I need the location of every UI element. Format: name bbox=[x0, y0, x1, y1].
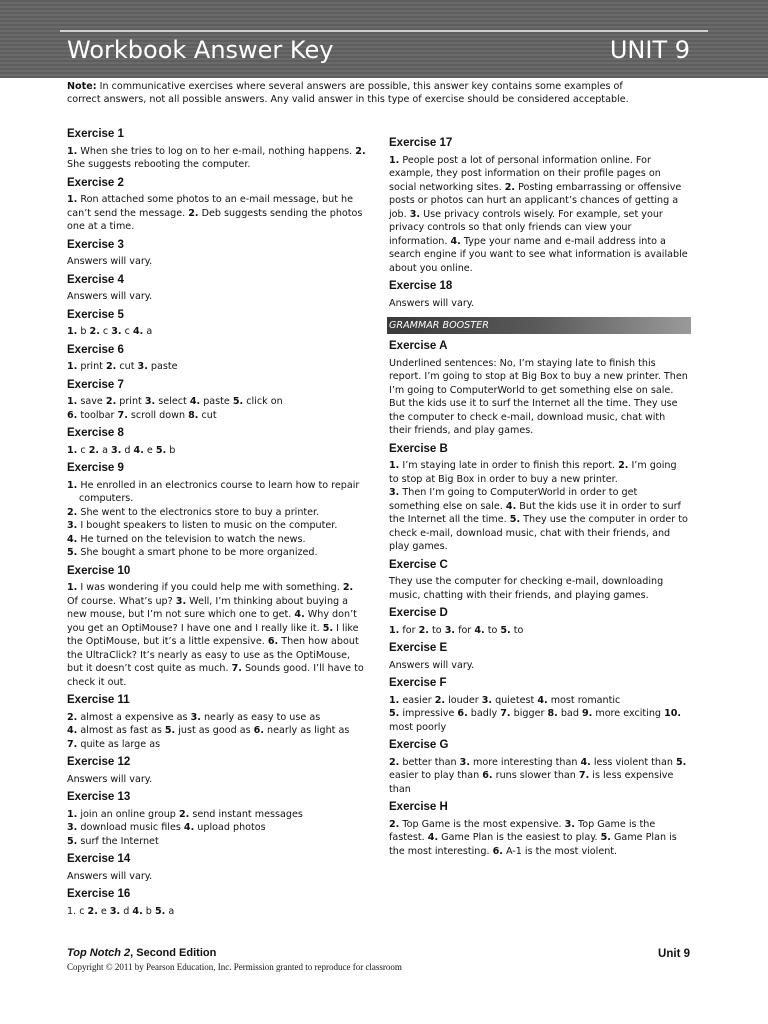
exercise-answers: Underlined sentences: No, I’m staying late to finish this report. I’m going to stop at Big Box to buy a new printer. Then I’m going to ComputerWorld to get something else on sale. But the kids use it to surf the Internet all the time. They use the computer to check e-mail, download music, chat with their friends, and play games. bbox=[389, 357, 688, 436]
exercise-answers: 2. better than 3. more interesting than 4. less violent than 5. easier to play than 6. runs slower than 7. is less expensive than bbox=[389, 756, 687, 795]
exercise-block bbox=[67, 177, 367, 234]
answer-item: 2. She went to the electronics store to buy a printer. bbox=[67, 506, 320, 518]
footer-book-title: Top Notch 2 bbox=[67, 947, 131, 959]
exercise-block bbox=[67, 427, 367, 457]
exercise-answers: 1. People post a lot of personal information online. For example, they post information on their profile pages on social networking sites. 2. Posting embarrassing or offensive posts or photos can hurt an applicant’s chances of getting a job. 3. Use privacy controls wisely. For example, set your privacy controls so that only friends can view your information. 4. Type your name and e-mail address into a search engine if you want to see what information is available about you online. bbox=[389, 154, 688, 274]
unit-label: UNIT 9 bbox=[609, 36, 690, 64]
exercise-title: Exercise 4 bbox=[67, 273, 124, 286]
exercise-block bbox=[389, 559, 689, 603]
exercise-title: Exercise 7 bbox=[67, 378, 124, 391]
exercise-block bbox=[389, 340, 689, 438]
answer-item: 1. He enrolled in an electronics course to learn how to repair computers. bbox=[67, 479, 360, 504]
exercise-answers: Answers will vary. bbox=[389, 297, 475, 309]
answer-item: 4. He turned on the television to watch the news. bbox=[67, 533, 306, 545]
exercise-answers: They use the computer for checking e-mail, downloading music, chatting with their friends, and playing games. bbox=[389, 576, 664, 601]
exercise-title: Exercise H bbox=[389, 801, 448, 813]
exercise-title: Exercise 14 bbox=[67, 853, 131, 865]
exercise-title: Exercise G bbox=[389, 739, 449, 751]
exercise-block bbox=[389, 280, 689, 310]
exercise-title: Exercise 3 bbox=[67, 238, 124, 251]
exercise-title: Exercise A bbox=[389, 340, 448, 352]
exercise-title: Exercise F bbox=[389, 677, 447, 689]
exercise-title: Exercise 5 bbox=[67, 308, 124, 321]
exercise-title: Exercise 2 bbox=[67, 176, 124, 189]
exercise-answers: 1. b 2. c 3. c 4. a bbox=[67, 326, 153, 337]
exercise-answers: 1. When she tries to log on to her e-mail, nothing happens. 2. She suggests rebooting the computer. bbox=[67, 145, 366, 170]
exercise-block bbox=[389, 642, 689, 672]
exercise-title: Exercise 1 bbox=[67, 128, 124, 140]
page-title: Workbook Answer Key bbox=[67, 36, 334, 64]
exercise-block bbox=[389, 443, 689, 554]
exercise-answers: 2. almost a expensive as 3. nearly as easy to use as 4. almost as fast as 5. just as good as 6. nearly as light as 7. quite as large as bbox=[67, 711, 350, 750]
exercise-block bbox=[67, 462, 367, 560]
exercise-answers: 1. print 2. cut 3. paste bbox=[67, 361, 178, 372]
exercise-title: Exercise 18 bbox=[389, 280, 453, 292]
exercise-title: Exercise D bbox=[389, 607, 448, 619]
exercise-answers: 1. join an online group 2. send instant messages 3. download music files 4. upload photos 5. surf the Internet bbox=[67, 808, 303, 847]
exercise-title: Exercise 13 bbox=[67, 791, 131, 803]
exercise-block bbox=[67, 791, 367, 848]
exercise-answers: 1. c 2. e 3. d 4. b 5. a bbox=[67, 905, 175, 917]
exercise-answers: 1. Ron attached some photos to an e-mail message, but he can’t send the message. 2. Deb suggests sending the photos one at a time. bbox=[67, 194, 363, 232]
exercise-answers: 1. I’m staying late in order to finish this report. 2. I’m going to stop at Big Box in order to buy a new printer. 3. Then I’m going to ComputerWorld in order to get something else on sale. 4. But the kids use it in order to surf the Internet all the time. 5. They use the computer in order to check e-mail, download music, chat with their friends, and play games. bbox=[389, 460, 688, 552]
exercise-block bbox=[67, 756, 367, 786]
exercise-title: Exercise 9 bbox=[67, 462, 124, 474]
exercise-title: Exercise 16 bbox=[67, 888, 131, 900]
exercise-answers: 1. for 2. to 3. for 4. to 5. to bbox=[389, 624, 524, 636]
exercise-block bbox=[67, 694, 367, 751]
exercise-block bbox=[389, 607, 689, 637]
answer-item: 3. I bought speakers to listen to music on the computer. bbox=[67, 520, 338, 531]
exercise-block bbox=[67, 888, 367, 918]
answer-item: 5. She bought a smart phone to be more organized. bbox=[67, 547, 318, 558]
right-top-exercises bbox=[389, 137, 689, 310]
page-header bbox=[0, 0, 768, 78]
footer-book bbox=[67, 947, 216, 959]
exercise-answers: 1. c 2. a 3. d 4. e 5. b bbox=[67, 444, 176, 456]
exercise-block bbox=[67, 853, 367, 883]
exercise-title: Exercise 11 bbox=[67, 694, 130, 706]
left-column bbox=[67, 128, 367, 923]
exercise-title: Exercise E bbox=[389, 642, 448, 654]
right-column bbox=[389, 137, 689, 863]
exercise-block bbox=[67, 274, 367, 304]
exercise-title: Exercise 6 bbox=[67, 343, 124, 356]
exercise-title: Exercise B bbox=[389, 442, 448, 455]
exercise-answers: 1. save 2. print 3. select 4. paste 5. click on 6. toolbar 7. scroll down 8. cut bbox=[67, 396, 283, 421]
exercise-answers: Answers will vary. bbox=[67, 291, 153, 302]
exercise-title: Exercise 12 bbox=[67, 756, 131, 768]
note-text: In communicative exercises where several answers are possible, this answer key contains some examples of correct answers, not all possible answers. Any valid answer in this type of exercise should be considered acceptable. bbox=[67, 81, 629, 105]
exercise-block bbox=[67, 379, 367, 423]
exercise-block bbox=[67, 565, 367, 690]
exercise-title: Exercise C bbox=[389, 558, 448, 571]
right-bottom-exercises bbox=[389, 340, 689, 858]
footer-unit: Unit 9 bbox=[658, 948, 690, 960]
exercise-answers: 1. I was wondering if you could help me with something. 2. Of course. What’s up? 3. Well, I’m thinking about buying a new mouse, but I’m not sure which one to get. 4. Why don’t you get an OptiMouse? I have one and I really like it. 5. I like the OptiMouse, but it’s a little expensive. 6. Then how about the UltraClick? It’s nearly as easy to use as the OptiMouse, but it doesn’t cost quite as much. 7. Sounds good. I’ll have to check it out. bbox=[67, 582, 364, 688]
exercise-block bbox=[67, 239, 367, 269]
note-label: Note: bbox=[67, 81, 97, 92]
exercise-title: Exercise 8 bbox=[67, 427, 124, 439]
exercise-block bbox=[389, 739, 689, 796]
exercise-block bbox=[67, 128, 367, 172]
note-paragraph bbox=[67, 80, 659, 106]
exercise-block bbox=[67, 309, 367, 339]
grammar-booster-bar: GRAMMAR BOOSTER bbox=[387, 317, 691, 334]
exercise-title: Exercise 10 bbox=[67, 564, 131, 577]
exercise-block bbox=[67, 344, 367, 374]
answer-list bbox=[67, 479, 367, 560]
exercise-answers: Answers will vary. bbox=[67, 870, 153, 882]
exercise-answers: Answers will vary. bbox=[67, 256, 153, 267]
exercise-answers: Answers will vary. bbox=[389, 659, 475, 671]
exercise-block bbox=[389, 677, 689, 734]
footer-copyright: Copyright © 2011 by Pearson Education, Inc. Permission granted to reproduce for classroom bbox=[67, 962, 402, 972]
exercise-answers: 2. Top Game is the most expensive. 3. Top Game is the fastest. 4. Game Plan is the easiest to play. 5. Game Plan is the most interesting. 6. A-1 is the most violent. bbox=[389, 818, 677, 857]
exercise-answers: Answers will vary. bbox=[67, 773, 153, 785]
footer-edition: , Second Edition bbox=[130, 947, 217, 959]
exercise-block bbox=[389, 801, 689, 858]
exercise-block bbox=[389, 137, 689, 275]
exercise-answers: 1. easier 2. louder 3. quietest 4. most romantic 5. impressive 6. badly 7. bigger 8. bad 9. more exciting 10. most poorly bbox=[389, 694, 682, 733]
exercise-title: Exercise 17 bbox=[389, 137, 453, 149]
